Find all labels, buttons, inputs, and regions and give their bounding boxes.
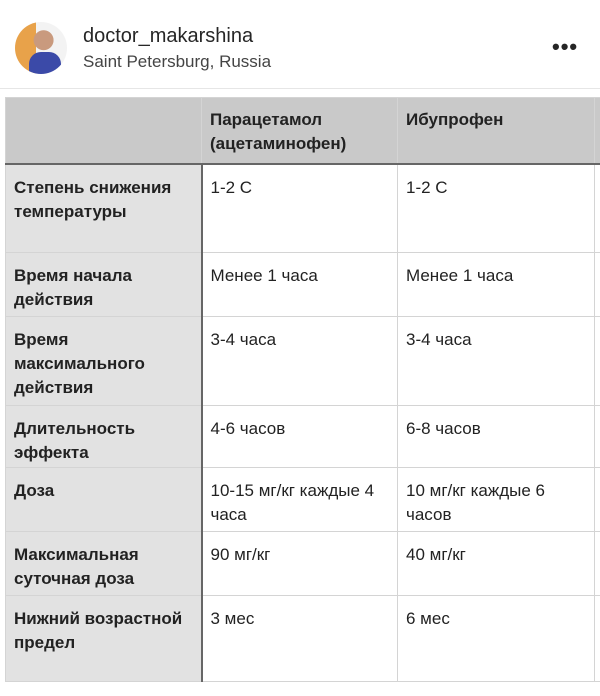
cell-ibuprofen: 6 мес <box>398 596 595 682</box>
cell-paracetamol: Менее 1 часа <box>202 253 398 317</box>
cell-extra <box>595 596 600 682</box>
row-label: Доза <box>6 468 202 532</box>
cell-extra <box>595 253 600 317</box>
header-cell-ibuprofen: Ибупрофен <box>398 98 595 164</box>
table-row <box>6 253 600 317</box>
table-row <box>6 406 600 468</box>
table-row <box>6 468 600 532</box>
row-label: Максимальная суточная доза <box>6 532 202 596</box>
table-header-row <box>6 98 600 164</box>
cell-ibuprofen: 6-8 часов <box>398 406 595 468</box>
table-row <box>6 596 600 682</box>
row-label: Нижний возрастной предел <box>6 596 202 682</box>
cell-paracetamol: 3 мес <box>202 596 398 682</box>
cell-ibuprofen: Менее 1 часа <box>398 253 595 317</box>
cell-paracetamol: 4-6 часов <box>202 406 398 468</box>
post-header <box>0 0 600 89</box>
row-label: Время начала действия <box>6 253 202 317</box>
table-row <box>6 317 600 406</box>
avatar[interactable] <box>15 22 67 74</box>
row-label: Время максимального действия <box>6 317 202 406</box>
table-row <box>6 164 600 253</box>
username-link[interactable]: doctor_makarshina <box>83 25 254 47</box>
row-label: Степень снижения температуры <box>6 164 202 253</box>
location-link[interactable]: Saint Petersburg, Russia <box>83 52 272 71</box>
table-row <box>6 532 600 596</box>
row-label: Длительность эффекта <box>6 406 202 468</box>
cell-extra <box>595 317 600 406</box>
more-horizontal-icon[interactable]: ••• <box>552 34 579 59</box>
header-cell-extra <box>595 98 600 164</box>
cell-ibuprofen: 10 мг/кг каждые 6 часов <box>398 468 595 532</box>
cell-paracetamol: 3-4 часа <box>202 317 398 406</box>
cell-paracetamol: 1-2 С <box>202 164 398 253</box>
cell-extra <box>595 532 600 596</box>
header-cell-paracetamol: Парацетамол (ацетаминофен) <box>202 98 398 164</box>
cell-extra <box>595 406 600 468</box>
comparison-table <box>5 97 600 682</box>
cell-extra <box>595 468 600 532</box>
cell-paracetamol: 10-15 мг/кг каждые 4 часа <box>202 468 398 532</box>
cell-ibuprofen: 40 мг/кг <box>398 532 595 596</box>
cell-extra <box>595 164 600 253</box>
cell-paracetamol: 90 мг/кг <box>202 532 398 596</box>
header-cell-empty <box>6 98 202 164</box>
cell-ibuprofen: 3-4 часа <box>398 317 595 406</box>
cell-ibuprofen: 1-2 С <box>398 164 595 253</box>
